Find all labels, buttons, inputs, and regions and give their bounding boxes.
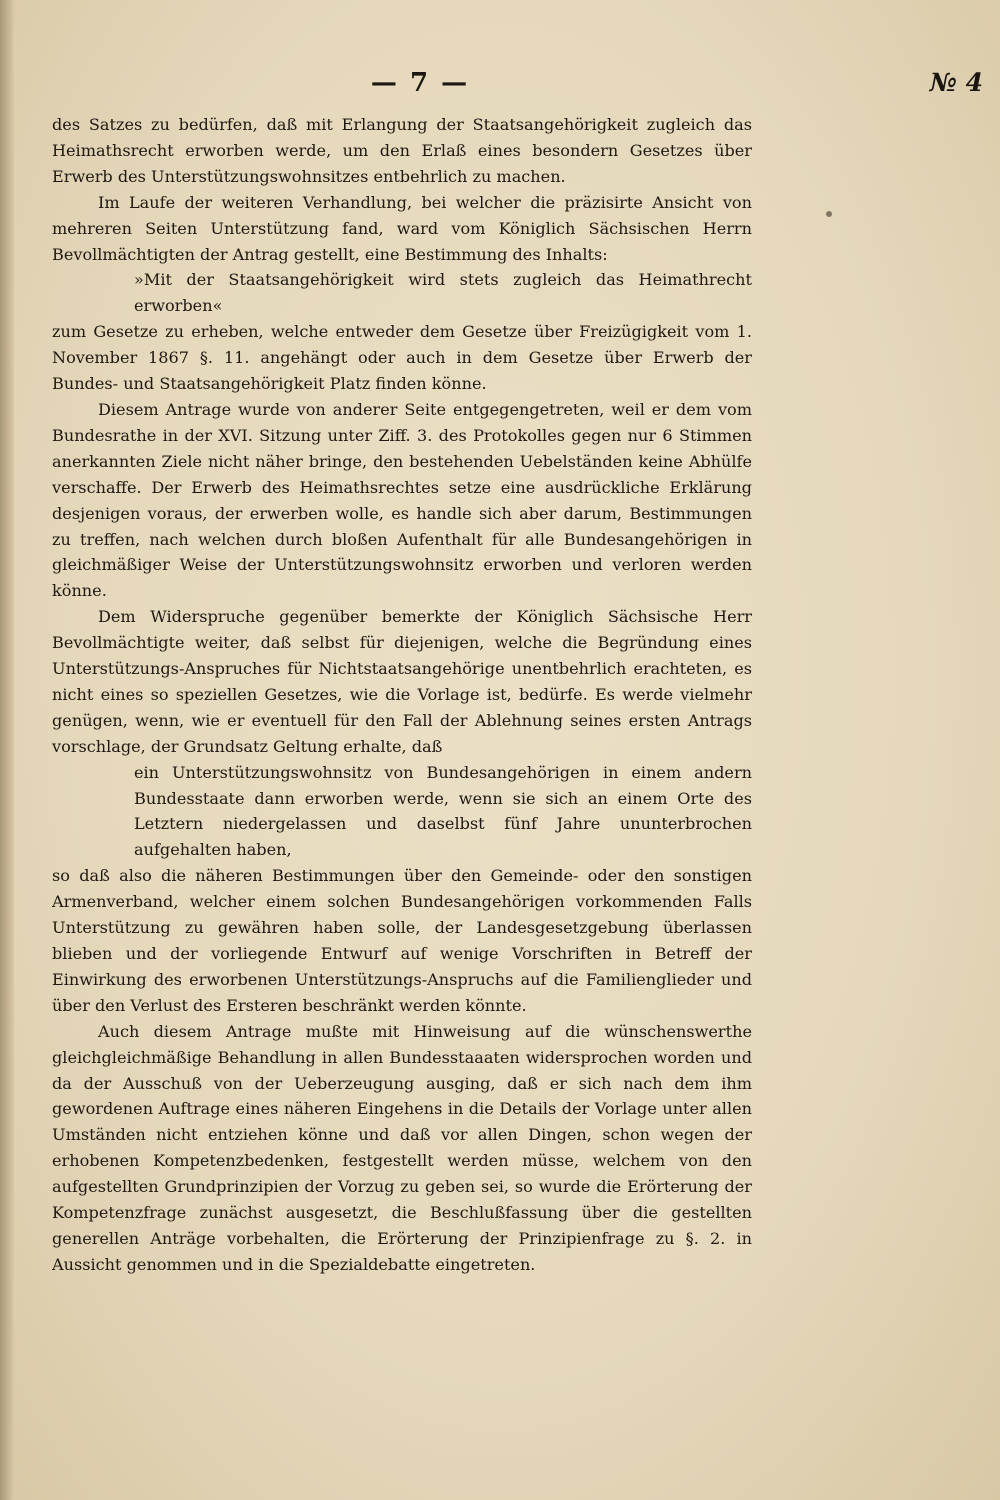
page-header <box>0 68 1000 102</box>
paragraph: Dem Widerspruche gegenüber bemerkte der Königlich Sächsische Herr Bevollmächtigte weiter, daß selbst für diejenigen, welche die Begründung eines Unterstützungs-Anspruches für Nichtstaatsangehörige unentbehrlich erachteten, es nicht eines so speziellen Gesetzes, wie die Vorlage ist, bedürfe. Es werde vielmehr genügen, wenn, wie er eventuell für den Fall der Ablehnung seines ersten Antrags vorschlage, der Grundsatz Geltung erhalte, daß <box>52 607 752 756</box>
paragraph: Auch diesem Antrage mußte mit Hinweisung auf die wünschenswerthe gleichgleichmäßige Behandlung in allen Bundesstaaaten widersprochen worden und da der Ausschuß von der Ueberzeugung ausging, daß er sich nach dem ihm gewordenen Auftrage eines näheren Eingehens in die Details der Vorlage unter allen Umständen nicht entziehen könne und daß vor allen Dingen, schon wegen der erhobenen Kompetenzbedenken, festgestellt werden müsse, welchem von den aufgestellten Grundprinzipien der Vorzug zu geben sei, so wurde die Erörterung der Kompetenzfrage zunächst ausgesetzt, die Beschlußfassung über die gestellten generellen Anträge vorbehalten, die Erörterung der Prinzipienfrage zu §. 2. in Aussicht genommen und in die Spezialdebatte eingetreten. <box>52 1021 752 1274</box>
paragraph: Diesem Antrage wurde von anderer Seite entgegengetreten, weil er dem vom Bundesrathe in der XVI. Sitzung unter Ziff. 3. des Protokolles gegen nur 6 Stimmen anerkannten Ziele nicht näher bringe, den bestehenden Uebelständen keine Abhülfe verschaffe. Der Erwerb des Heimathsrechtes setze eine ausdrückliche Erklärung desjenigen voraus, der erwerben wolle, es handle sich aber darum, Bestimmungen zu treffen, nach welchen durch bloßen Aufenthalt für alle Bundesangehörigen in gleichmäßiger Weise der Unterstützungswohnsitz erworben und verloren werden könne. <box>52 399 752 601</box>
quoted-principle: ein Unterstützungswohnsitz von Bundesangehörigen in einem andern Bundesstaate dann erworben werde, wenn sie sich an einem Orte des Letztern niedergelassen und daselbst fünf Jahre ununterbrochen aufgehalten haben, <box>134 762 752 860</box>
quoted-proposal: »Mit der Staatsangehörigkeit wird stets zugleich das Heimathrecht erworben« <box>134 270 752 316</box>
paragraph: zum Gesetze zu erheben, welche entweder dem Gesetze über Freizügigkeit vom 1. November 1867 §. 11. angehängt oder auch in dem Gesetze über Erwerb der Bundes- und Staatsangehörigkeit Platz finden könne. <box>52 322 752 394</box>
page-number: — 7 — <box>370 68 470 98</box>
paragraph: des Satzes zu bedürfen, daß mit Erlangung der Staatsangehörigkeit zugleich das Heimathsrecht erworben werde, um den Erlaß eines besondern Gesetzes über Erwerb des Unterstützungswohnsitzes entbehrlich zu machen. <box>52 115 752 186</box>
page-binding-edge <box>0 0 14 1500</box>
paragraph: so daß also die näheren Bestimmungen über den Gemeinde- oder den sonstigen Armenverband, welcher einem solchen Bundesangehörigen vorkommenden Falls Unterstützung zu gewähren haben solle, der Landesgesetzgebung überlassen blieben und der vorliegende Entwurf auf wenige Vorschriften in Betreff der Einwirkung des erworbenen Unterstützungs-Anspruchs auf die Familienglieder und über den Verlust des Ersteren beschränkt werden könnte. <box>52 866 752 1015</box>
document-number: № 4 <box>929 68 983 97</box>
paragraph: Im Laufe der weiteren Verhandlung, bei welcher die präzisirte Ansicht von mehreren Seiten Unterstützung fand, ward vom Königlich Sächsischen Herrn Bevollmächtigten der Antrag gestellt, eine Bestimmung des Inhalts: <box>52 192 752 264</box>
body-text <box>52 112 752 1278</box>
ink-spot <box>826 211 832 217</box>
